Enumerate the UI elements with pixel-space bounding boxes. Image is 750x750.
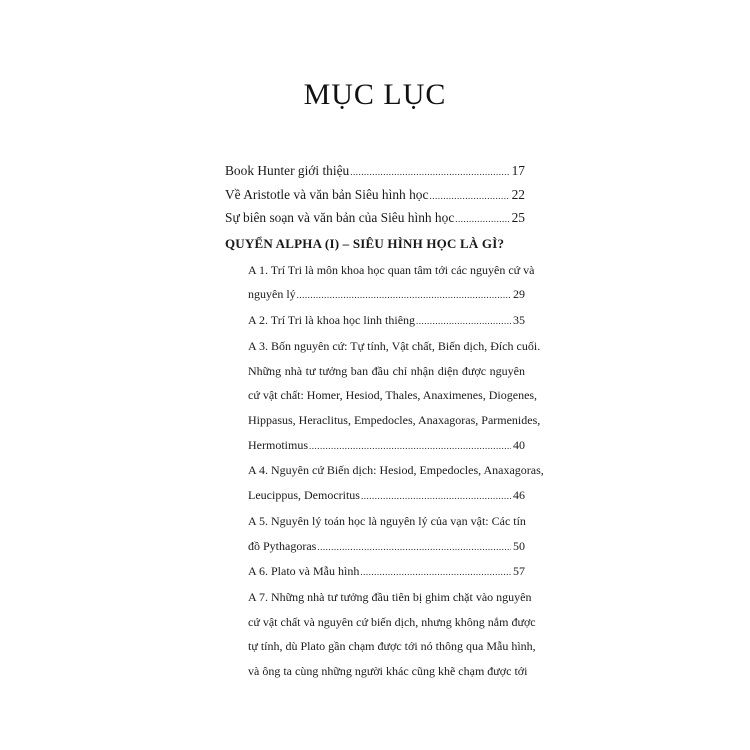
entry-text-line: A 5. Nguyên lý toán học là nguyên lý của vạn vật: Các tín xyxy=(248,513,526,528)
toc-entry-page: 17 xyxy=(511,163,525,178)
toc-entry-about-aristotle xyxy=(225,184,525,208)
entry-final-line xyxy=(248,282,525,308)
entry-text-line: Những nhà tư tưởng ban đầu chỉ nhận diện được nguyên xyxy=(248,363,525,378)
toc-entry-page: 57 xyxy=(513,564,525,579)
toc-entry-a2 xyxy=(248,308,525,334)
toc-entry-label: Hermotimus xyxy=(248,437,308,452)
dot-leader xyxy=(297,283,511,308)
toc-entry-label: Về Aristotle và văn bản Siêu hình học xyxy=(225,186,429,202)
dot-leader xyxy=(361,484,511,509)
entry-final-line xyxy=(248,308,525,334)
toc-entry-page: 35 xyxy=(513,313,525,328)
entry-final-line xyxy=(248,483,525,509)
entry-text-line: A 3. Bốn nguyên cứ: Tự tính, Vật chất, Biến dịch, Đích cuối. xyxy=(248,338,541,353)
toc-entry-a7 xyxy=(248,585,536,684)
toc-entry-label: nguyên lý xyxy=(248,287,296,302)
dot-leader xyxy=(455,208,509,231)
toc-entry-compilation xyxy=(225,207,525,231)
toc-entry-page: 40 xyxy=(513,437,525,452)
toc-entry-label: đồ Pythagoras xyxy=(248,538,317,553)
entry-text-line: cứ vật chất: Homer, Hesiod, Thales, Anaximenes, Diogenes, xyxy=(248,388,538,403)
toc-entry-label: A 2. Trí Tri là khoa học linh thiêng xyxy=(248,313,416,328)
dot-leader xyxy=(416,309,511,334)
chapter-list xyxy=(225,258,544,684)
entry-text-line: A 4. Nguyên cứ Biến dịch: Hesiod, Empedocles, Anaxagoras, xyxy=(248,463,544,478)
toc-entry-a6 xyxy=(248,559,525,585)
toc-entry-a3 xyxy=(248,334,541,459)
section-heading: QUYỂN ALPHA (I) – SIÊU HÌNH HỌC LÀ GÌ? xyxy=(225,235,505,251)
entry-text-line: cứ vật chất và nguyên cứ biến dịch, nhưng không nắm được xyxy=(248,614,536,629)
dot-leader xyxy=(360,560,511,585)
toc-entry-page: 22 xyxy=(511,186,525,202)
entry-text-line: Hippasus, Heraclitus, Empedocles, Anaxagoras, Parmenides, xyxy=(248,413,541,427)
page-title: MỤC LỤC xyxy=(303,78,447,111)
toc-entry-a5 xyxy=(248,509,525,559)
toc-entry-label: Sự biên soạn và văn bản của Siêu hình học xyxy=(225,210,455,226)
entry-text-line: tự tính, dù Plato gần chạm được tới nó thông qua Mẫu hình, xyxy=(248,639,536,654)
toc-entry-a1 xyxy=(248,258,535,308)
entry-text-line: A 1. Trí Tri là môn khoa học quan tâm tới các nguyên cứ và xyxy=(248,262,535,277)
toc-entry-label: Leucippus, Democritus xyxy=(248,488,360,503)
toc-entry-book-hunter xyxy=(225,160,525,184)
toc-entry-page: 29 xyxy=(513,287,525,302)
entry-final-line xyxy=(248,559,525,585)
toc-entry-page: 50 xyxy=(513,538,525,553)
dot-leader xyxy=(309,434,511,459)
entry-final-line xyxy=(248,433,525,459)
toc-entry-label: A 6. Plato và Mẫu hình xyxy=(248,564,360,579)
toc-entry-label: Book Hunter giới thiệu xyxy=(225,163,350,178)
entry-final-line xyxy=(248,534,525,560)
dot-leader xyxy=(429,185,509,208)
toc-entry-page: 25 xyxy=(511,210,525,226)
dot-leader xyxy=(317,535,511,560)
entry-text-line: và ông ta cùng những người khác cũng khẽ chạm được tới xyxy=(248,664,528,679)
dot-leader xyxy=(350,161,509,184)
toc-entry-a4 xyxy=(248,458,544,508)
entry-text-line: A 7. Những nhà tư tưởng đầu tiên bị ghim chặt vào nguyên xyxy=(248,589,532,604)
toc-entry-page: 46 xyxy=(513,488,525,503)
table-of-contents xyxy=(225,160,544,684)
